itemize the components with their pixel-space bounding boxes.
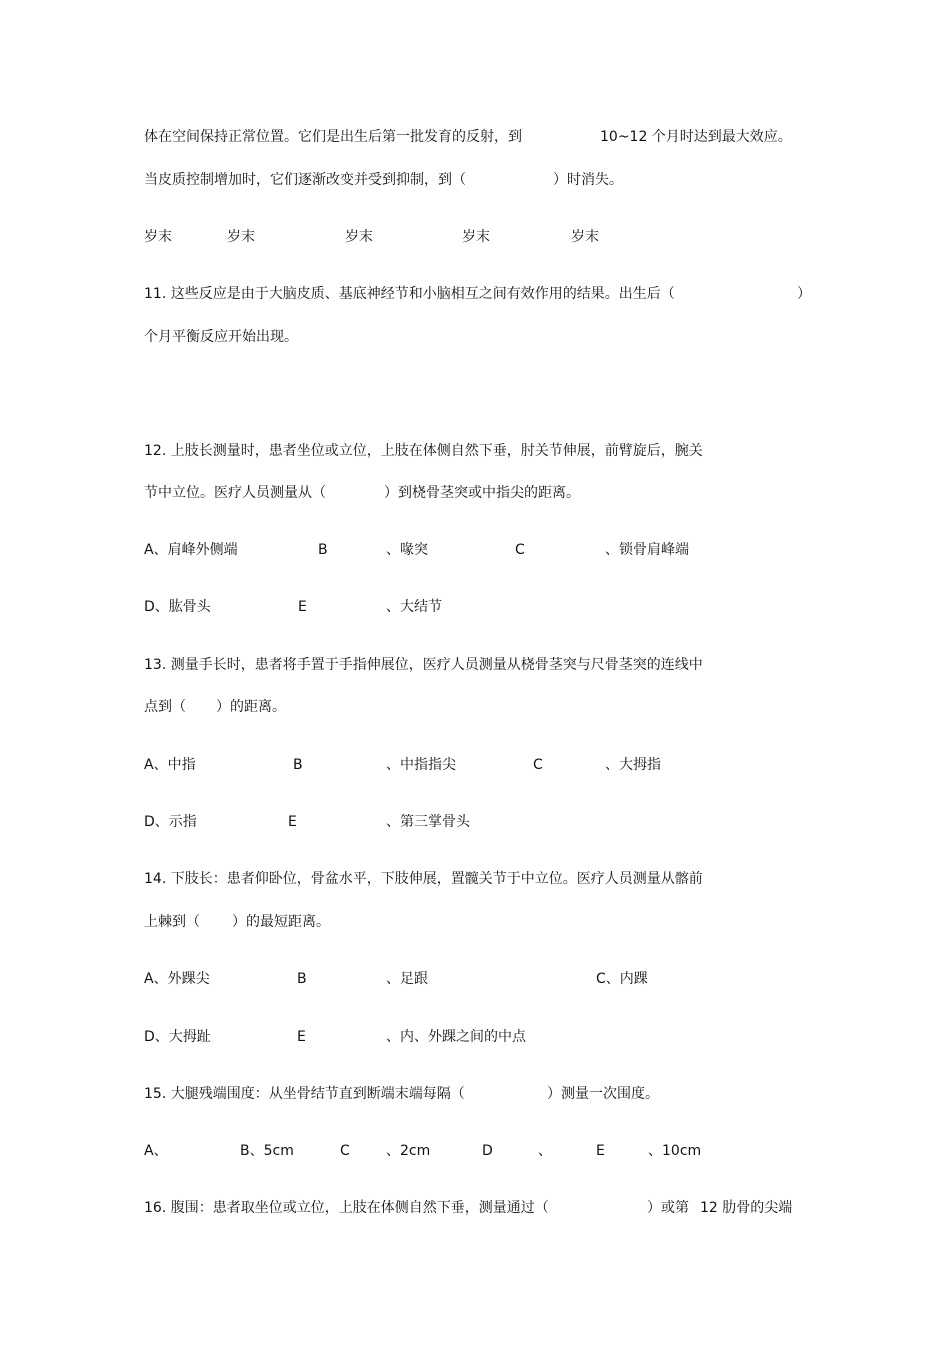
q12-option-c-letter: C	[515, 542, 525, 558]
intro-line-2a: 当皮质控制增加时，它们逐渐改变并受到抑制，到（	[144, 172, 466, 188]
intro-option-5: 岁末	[571, 229, 599, 245]
q12-line-2b: ）到桡骨茎突或中指尖的距离。	[384, 485, 580, 501]
q15-option-d-text: 、	[538, 1143, 552, 1159]
q13-option-e-letter: E	[288, 814, 297, 830]
q14-option-b-text: 、足跟	[386, 971, 428, 987]
intro-option-3: 岁末	[345, 229, 373, 245]
q15-option-e-text: 、10cm	[648, 1143, 702, 1159]
q13-option-b-letter: B	[293, 757, 303, 773]
q11-line-1b: ）	[797, 286, 811, 302]
q13-option-b-text: 、中指指尖	[386, 757, 456, 773]
q13-option-e-text: 、第三掌骨头	[386, 814, 470, 830]
q15-option-e-letter: E	[596, 1143, 605, 1159]
q12-option-b-letter: B	[318, 542, 328, 558]
q11-line-2: 个月平衡反应开始出现。	[144, 329, 298, 345]
q14-option-e-letter: E	[297, 1029, 306, 1045]
q15-option-d-letter: D	[482, 1143, 493, 1159]
q13-line-1: 13. 测量手长时，患者将手置于手指伸展位，医疗人员测量从桡骨茎突与尺骨茎突的连线中	[144, 657, 703, 673]
q13-option-d: D、示指	[144, 814, 197, 830]
q16-line-1b: ）或第	[647, 1200, 689, 1216]
q15-option-c-text: 、2cm	[386, 1143, 431, 1159]
q15-line-1b: ）测量一次围度。	[547, 1086, 659, 1102]
q12-option-e-text: 、大结节	[386, 599, 442, 615]
q12-line-2a: 节中立位。医疗人员测量从（	[144, 485, 326, 501]
intro-line-1b: 10~12 个月时达到最大效应。	[600, 129, 792, 145]
q15-option-c-letter: C	[340, 1143, 350, 1159]
q16-line-1c: 12 肋骨的尖端	[700, 1200, 793, 1216]
q13-option-c-text: 、大拇指	[605, 757, 661, 773]
q13-line-2b: ）的距离。	[216, 699, 286, 715]
intro-line-1a: 体在空间保持正常位置。它们是出生后第一批发育的反射，到	[144, 129, 522, 145]
q14-option-c: C、内踝	[596, 971, 648, 987]
q14-line-2a: 上棘到（	[144, 914, 200, 930]
q13-option-c-letter: C	[533, 757, 543, 773]
q12-option-b-text: 、喙突	[386, 542, 428, 558]
q14-option-e-text: 、内、外踝之间的中点	[386, 1029, 526, 1045]
q15-option-a: A、	[144, 1143, 168, 1159]
q12-option-a: A、肩峰外侧端	[144, 542, 238, 558]
intro-option-1: 岁末	[144, 229, 172, 245]
q14-line-1: 14. 下肢长：患者仰卧位，骨盆水平，下肢伸展，置髋关节于中立位。医疗人员测量从髂前	[144, 871, 703, 887]
q14-line-2b: ）的最短距离。	[232, 914, 330, 930]
intro-line-2b: ）时消失。	[553, 172, 623, 188]
q12-line-1: 12. 上肢长测量时，患者坐位或立位，上肢在体侧自然下垂，肘关节伸展，前臂旋后，腕关	[144, 443, 703, 459]
q15-line-1a: 15. 大腿残端围度：从坐骨结节直到断端末端每隔（	[144, 1086, 465, 1102]
q12-option-c-text: 、锁骨肩峰端	[605, 542, 689, 558]
q11-line-1a: 11. 这些反应是由于大脑皮质、基底神经节和小脑相互之间有效作用的结果。出生后（	[144, 286, 675, 302]
intro-option-4: 岁末	[462, 229, 490, 245]
q13-option-a: A、中指	[144, 757, 196, 773]
q14-option-a: A、外踝尖	[144, 971, 210, 987]
q14-option-b-letter: B	[297, 971, 307, 987]
q12-option-d: D、肱骨头	[144, 599, 211, 615]
q15-option-b: B、5cm	[240, 1143, 294, 1159]
q16-line-1a: 16. 腹围：患者取坐位或立位，上肢在体侧自然下垂，测量通过（	[144, 1200, 549, 1216]
q14-option-d: D、大拇趾	[144, 1029, 211, 1045]
intro-option-2: 岁末	[227, 229, 255, 245]
q13-line-2a: 点到（	[144, 699, 186, 715]
q12-option-e-letter: E	[298, 599, 307, 615]
